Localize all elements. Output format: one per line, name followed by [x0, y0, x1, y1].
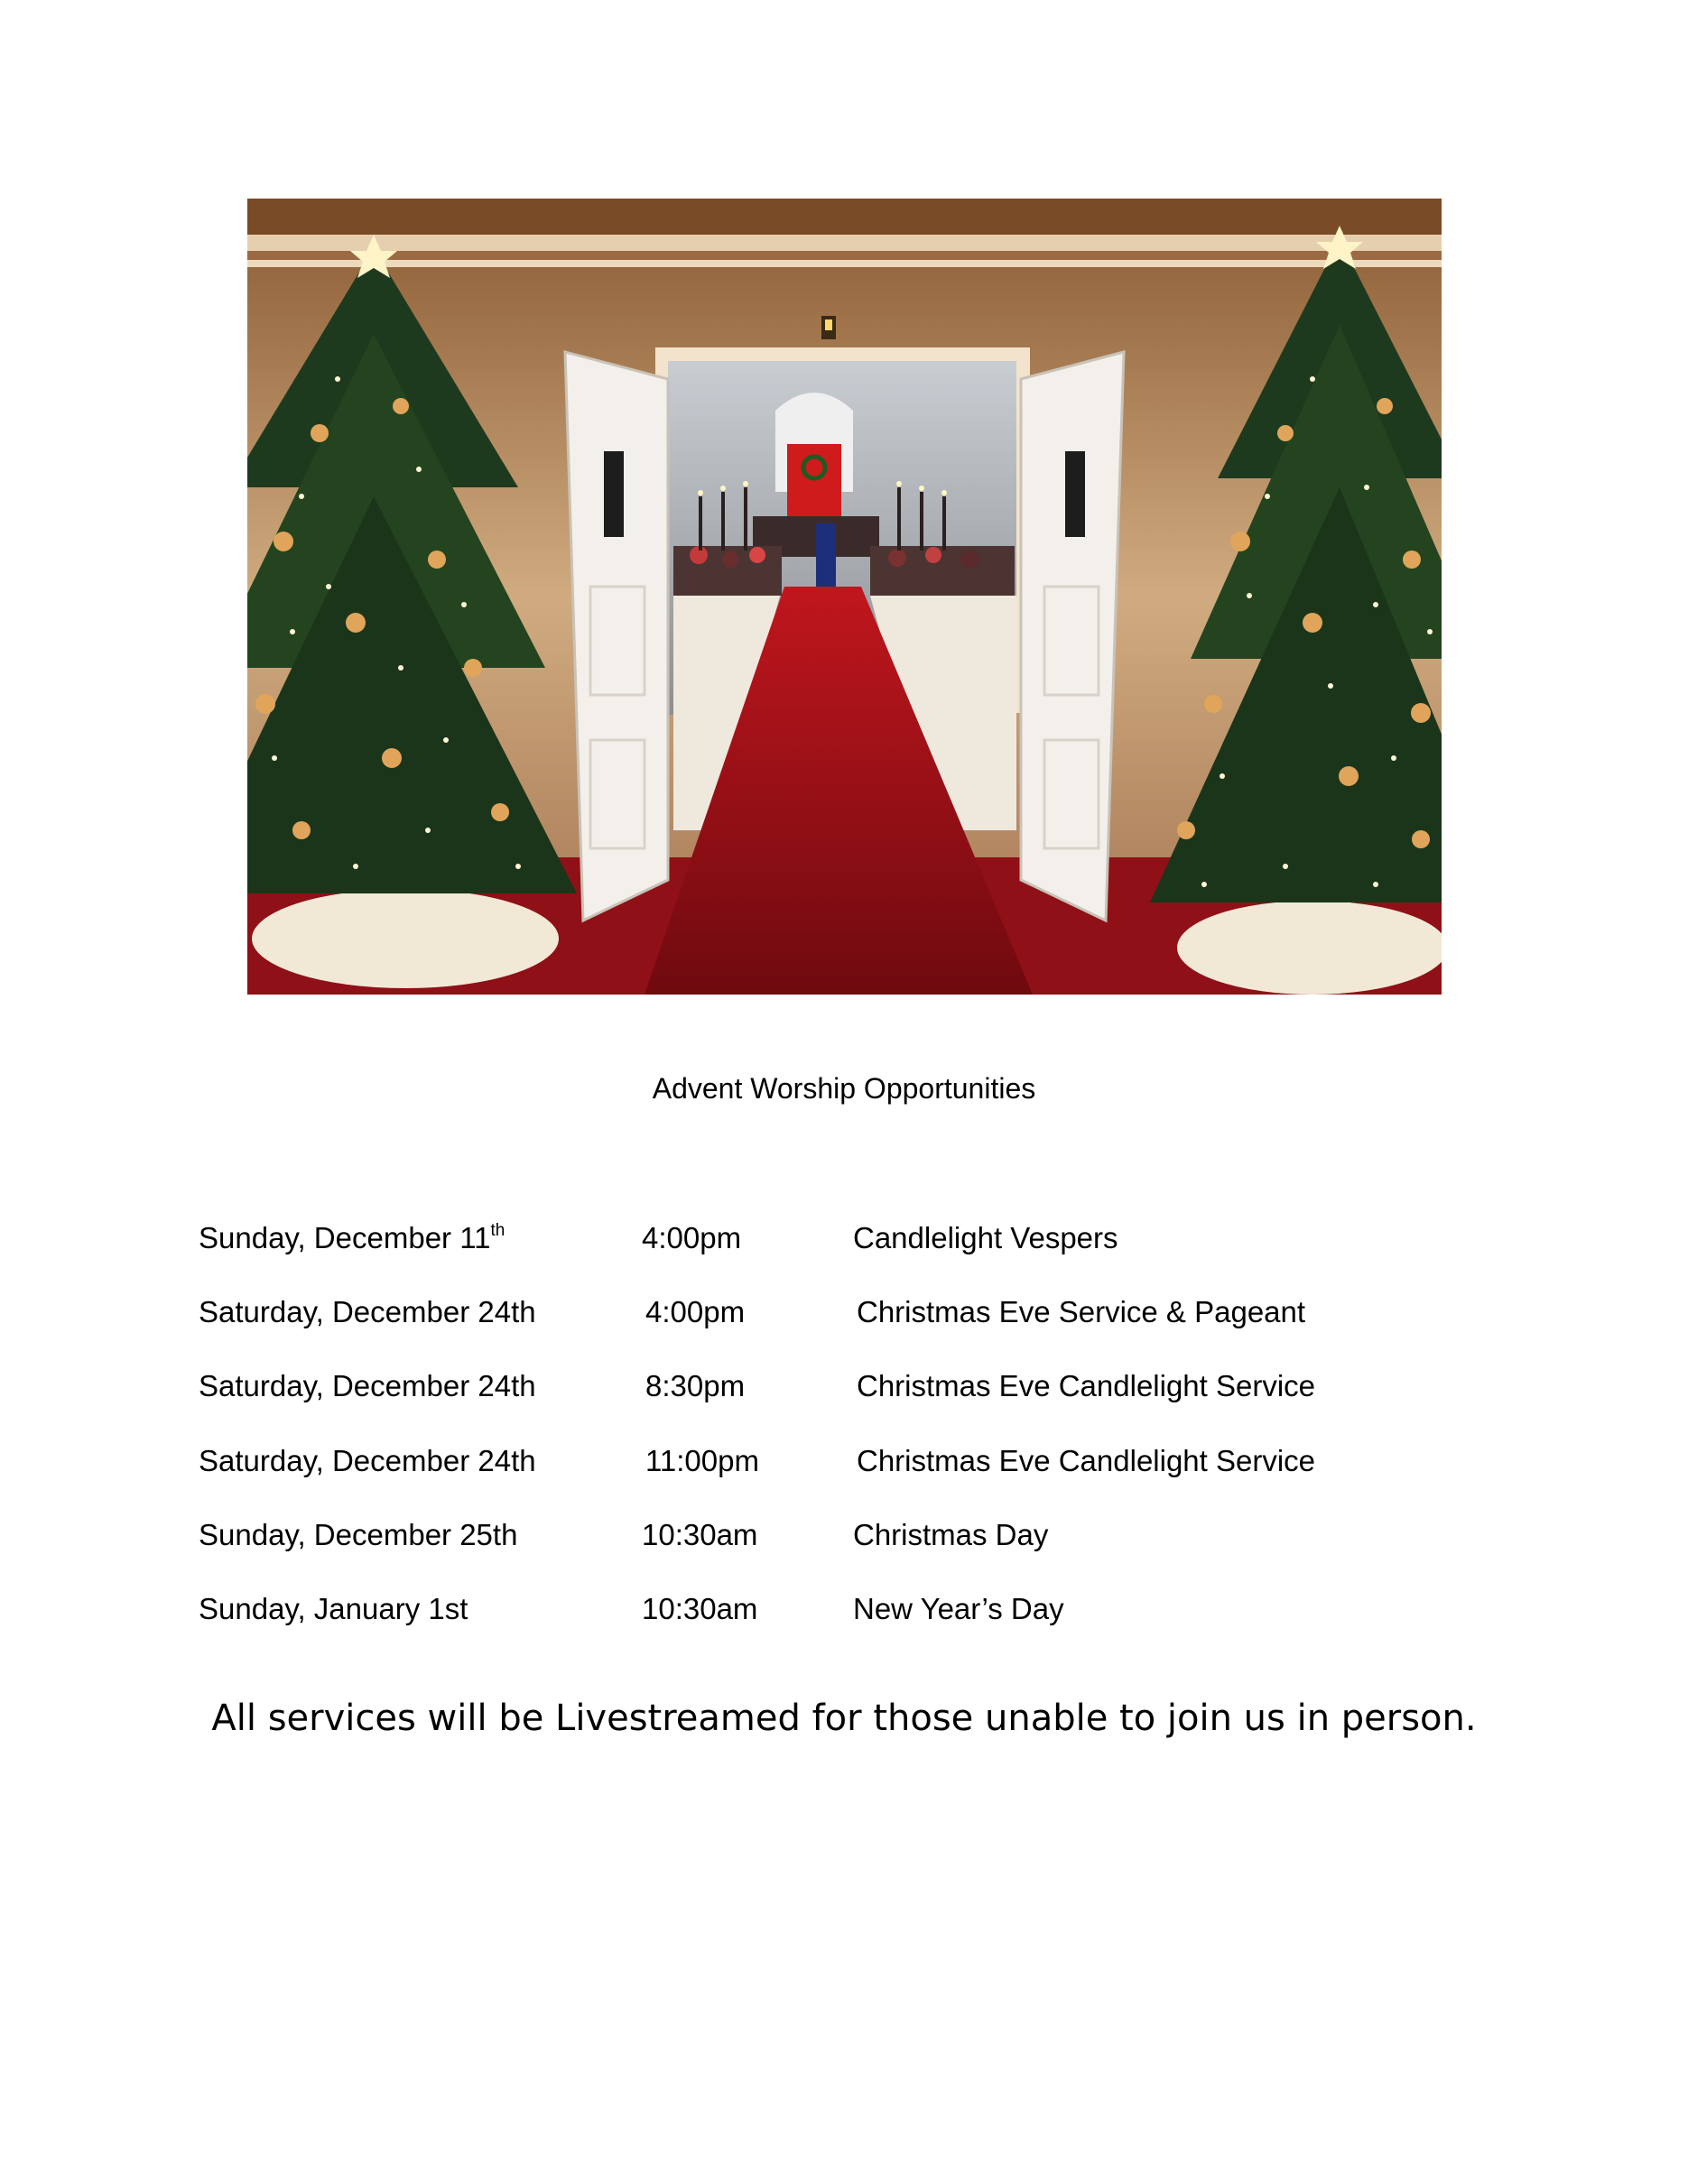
service-name: New Year’s Day	[853, 1592, 1064, 1625]
service-date: Saturday, December 24th	[199, 1444, 536, 1477]
service-date: Sunday, December 11th	[199, 1221, 505, 1254]
right-door	[1021, 352, 1124, 921]
church-christmas-photo	[247, 199, 1442, 995]
schedule-row	[0, 1292, 1688, 1332]
photo-illustration	[247, 199, 1442, 995]
schedule-row	[0, 1515, 1688, 1555]
service-time: 11:00pm	[645, 1444, 759, 1477]
service-name: Candlelight Vespers	[853, 1221, 1118, 1254]
page-title: Advent Worship Opportunities	[652, 1072, 1036, 1105]
service-name: Christmas Day	[853, 1518, 1049, 1551]
service-name: Christmas Eve Service & Pageant	[857, 1295, 1306, 1328]
service-name: Christmas Eve Candlelight Service	[857, 1369, 1316, 1402]
choir-robe	[816, 523, 836, 587]
service-time: 10:30am	[642, 1592, 758, 1625]
schedule-row	[0, 1366, 1688, 1406]
schedule-row	[0, 1218, 1688, 1258]
left-door	[565, 352, 668, 921]
schedule-row	[0, 1589, 1688, 1629]
service-date: Sunday, January 1st	[199, 1592, 468, 1625]
service-date: Saturday, December 24th	[199, 1295, 536, 1328]
service-time: 4:00pm	[645, 1295, 746, 1328]
service-time: 8:30pm	[645, 1369, 746, 1402]
service-time: 4:00pm	[642, 1221, 742, 1254]
service-date: Sunday, December 25th	[199, 1518, 518, 1551]
service-date: Saturday, December 24th	[199, 1369, 536, 1402]
schedule-row	[0, 1441, 1688, 1481]
service-name: Christmas Eve Candlelight Service	[857, 1444, 1316, 1477]
service-time: 10:30am	[642, 1518, 758, 1551]
livestream-note: All services will be Livestreamed for those unable to join us in person.	[211, 1698, 1477, 1739]
